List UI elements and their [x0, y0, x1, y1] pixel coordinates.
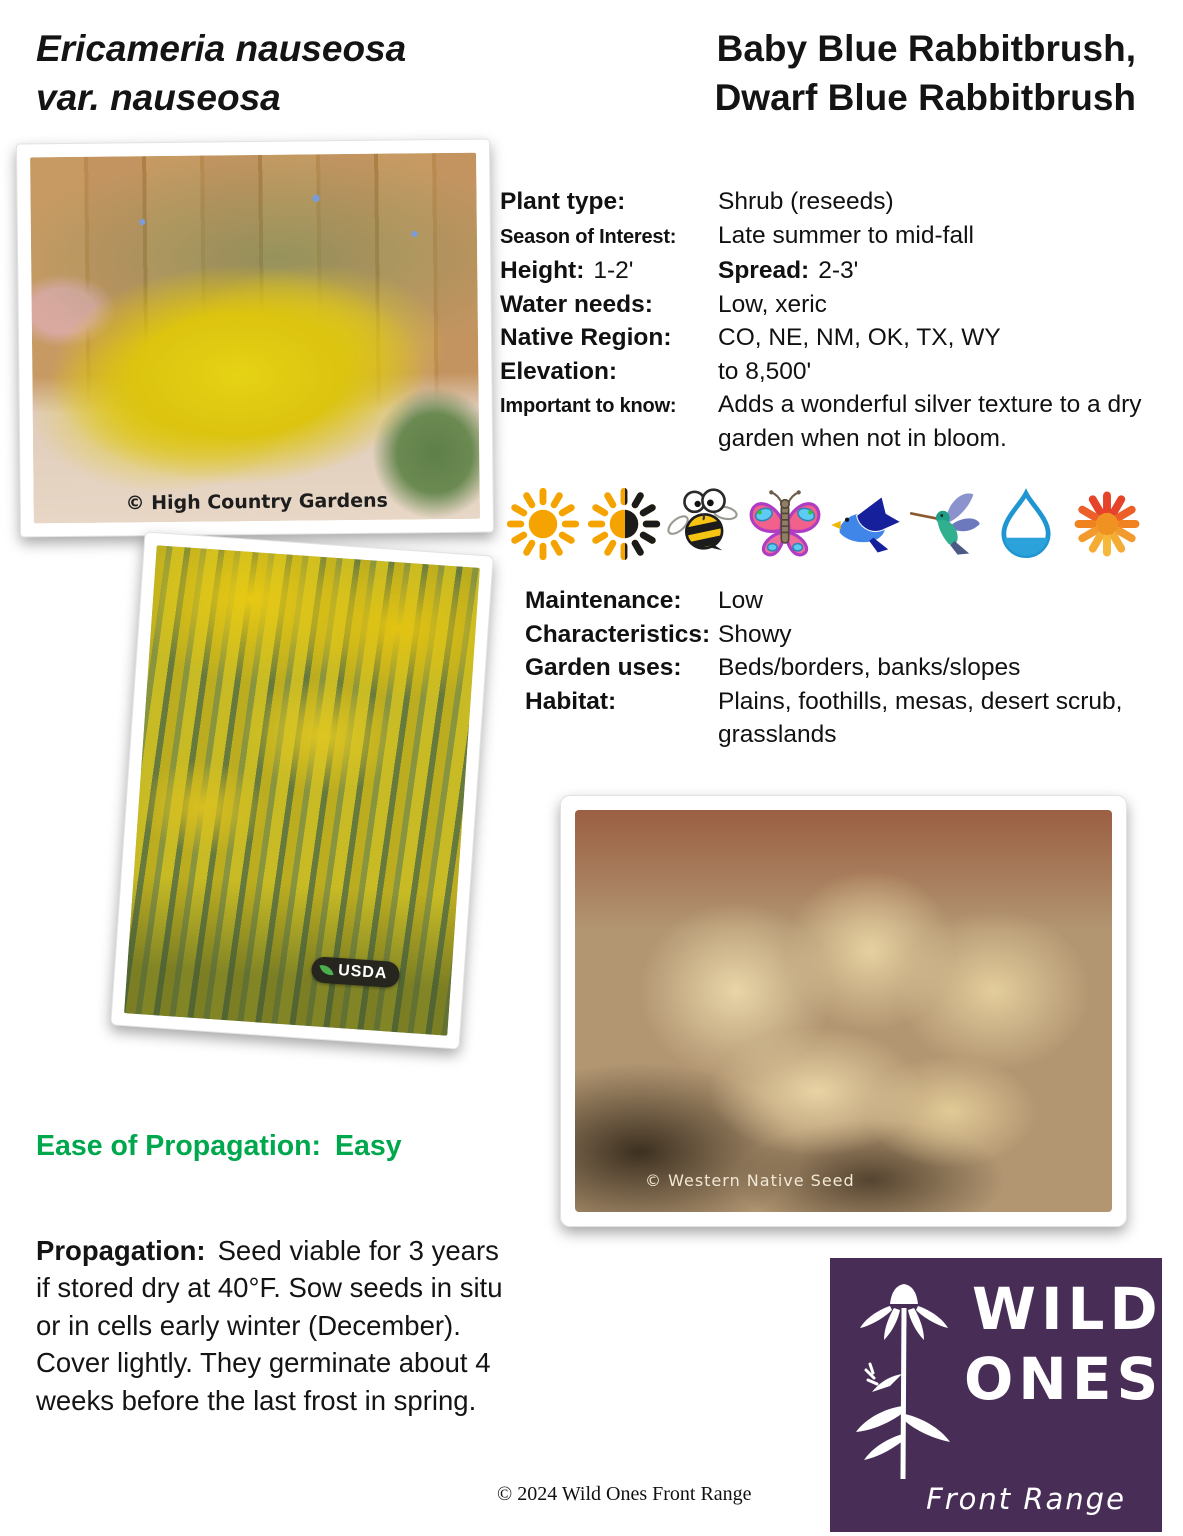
scientific-name [36, 24, 406, 122]
info-label: Habitat: [525, 687, 617, 715]
maintenance-table [525, 584, 1150, 752]
table-row [500, 321, 1142, 355]
fall-shrub-image [575, 810, 1112, 1212]
info-label: Height: 1-2' [500, 257, 634, 284]
table-row [500, 388, 1142, 455]
info-value: Spread: 2-3' [718, 257, 859, 284]
leaf-icon [319, 963, 333, 977]
info-value: Low, xeric [718, 290, 827, 318]
propagation-label: Propagation: [36, 1234, 206, 1266]
table-row [500, 355, 1142, 389]
flower-closeup-image [124, 545, 480, 1035]
info-label: Plant type: [500, 188, 626, 215]
ease-of-propagation-heading [36, 1130, 402, 1163]
info-value: Adds a wonderful silver texture to a dry garden when not in bloom. [718, 391, 1142, 452]
info-label: Maintenance: [525, 587, 682, 614]
info-label: Characteristics: [525, 620, 711, 648]
registered-mark: ® [1166, 1356, 1183, 1376]
common-name-line1: Baby Blue Rabbitbrush, [716, 28, 1136, 69]
table-row [525, 584, 1150, 618]
info-label: Native Region: [500, 324, 672, 351]
table-row [525, 618, 1150, 652]
coneflower-icon [844, 1274, 964, 1489]
photo-credit: © Western Native Seed [645, 1171, 855, 1190]
part-sun-icon [586, 486, 662, 562]
wild-ones-logo [830, 1258, 1183, 1532]
scientific-name-line2: var. nauseosa [36, 77, 281, 118]
info-value: to 8,500' [718, 357, 812, 385]
info-label: Water needs: [500, 290, 653, 318]
table-row [500, 288, 1142, 322]
bee-icon [666, 486, 742, 562]
full-sun-icon [505, 486, 581, 562]
info-label: Elevation: [500, 357, 618, 385]
hummingbird-icon [908, 486, 984, 562]
info-value: Low [718, 587, 763, 614]
propagation-text: Seed viable for 3 years if stored dry at 40°F. Sow seeds in situ or in cells early winter (December). Cover lightly. They germinate about 4 weeks before the last frost in spring. [36, 1234, 503, 1416]
logo-tagline: Front Range [926, 1482, 1126, 1516]
usda-badge [310, 956, 400, 988]
info-label: Season of Interest: [500, 225, 677, 248]
info-value: Plains, foothills, mesas, desert scrub, grasslands [718, 687, 1123, 748]
table-row [500, 254, 1142, 288]
table-row [500, 219, 1142, 255]
info-label: Important to know: [500, 395, 677, 417]
info-value: Showy [718, 620, 792, 648]
fall-shrub-photo [560, 795, 1127, 1227]
ease-label: Ease of Propagation: [36, 1130, 322, 1162]
table-row [525, 685, 1150, 752]
copyright-footer: © 2024 Wild Ones Front Range [497, 1483, 752, 1505]
common-name-line2: Dwarf Blue Rabbitbrush [714, 77, 1136, 118]
ease-value: Easy [335, 1130, 402, 1162]
butterfly-icon [747, 486, 823, 562]
info-value: Beds/borders, banks/slopes [718, 654, 1021, 681]
propagation-paragraph [36, 1232, 514, 1420]
info-value: CO, NE, NM, OK, TX, WY [718, 324, 1001, 351]
flower-icon [1069, 486, 1145, 562]
logo-word-wild: WILD [972, 1275, 1163, 1343]
spread-value: 2-3' [818, 257, 859, 284]
water-drop-icon [988, 486, 1064, 562]
attribute-icons-row [505, 481, 1145, 567]
table-row [525, 651, 1150, 685]
bluebird-icon [827, 486, 903, 562]
flower-closeup-photo [110, 531, 494, 1049]
photo-credit: © High Country Gardens [125, 489, 389, 515]
plant-info-table [500, 185, 1142, 455]
common-name [715, 24, 1136, 122]
scientific-name-line1: Ericameria nauseosa [36, 28, 407, 69]
table-row [500, 185, 1142, 219]
logo-word-ones: ONES ® [964, 1345, 1183, 1413]
info-value: Shrub (reseeds) [718, 188, 894, 215]
garden-photo-image [30, 153, 480, 524]
garden-photo [16, 139, 494, 538]
height-value: 1-2' [593, 257, 634, 284]
info-label: Garden uses: [525, 654, 682, 681]
info-value: Late summer to mid-fall [718, 221, 974, 249]
usda-badge-label: USDA [337, 961, 389, 983]
